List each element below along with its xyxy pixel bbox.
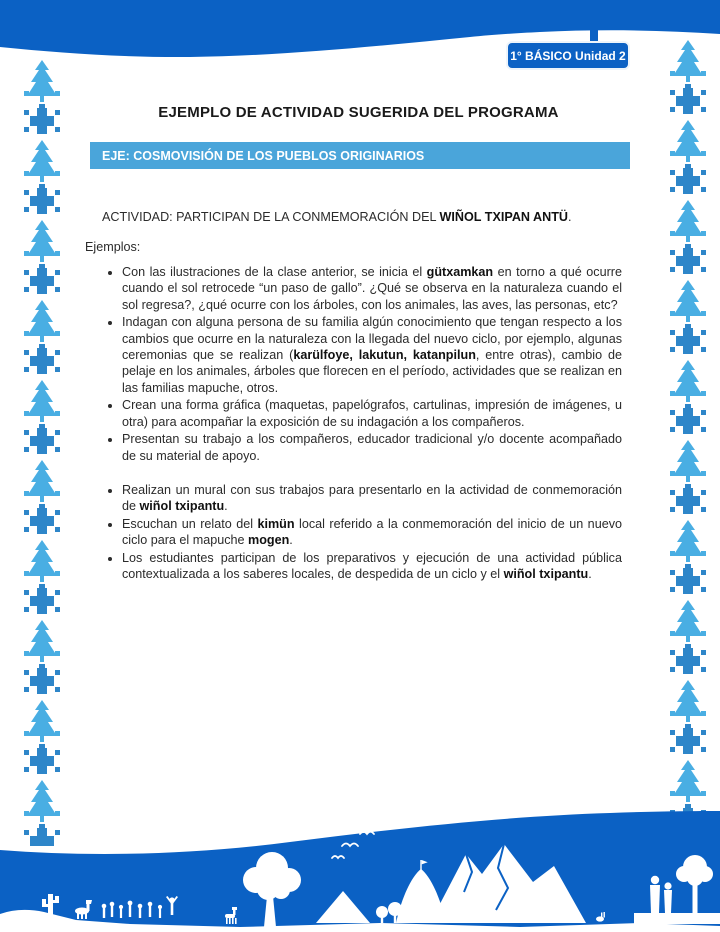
- eje-banner-label: EJE: COSMOVISIÓN DE LOS PUEBLOS ORIGINARIOS: [102, 148, 425, 163]
- bottom-landscape-illustration: [0, 810, 720, 932]
- content-area: [85, 0, 632, 932]
- bullet-item: • Indagan con alguna persona de su familia algún conocimiento que tengan respecto a los cambios que ocurre en la naturaleza con la llegada del nuevo ciclo, por ejemplo, algunas ceremonias que se realizan (karülfoye, lakutun, katanpilun, entre otras), cambio de pelaje en los animales, árboles que florecen en el período, actividades que se realizan en las familias mapuche, otros.: [122, 314, 622, 395]
- bullet-item: • Escuchan un relato del kimün local referido a la conmemoración del inicio de un nuevo ciclo para el mapuche mogen.: [122, 516, 622, 549]
- bullet-item: • Realizan un mural con sus trabajos para presentarlo en la actividad de conmemoración de wiñol txipantu.: [122, 482, 622, 515]
- bullet-list-1: [85, 264, 622, 466]
- eje-banner: [90, 142, 630, 169]
- bullet-list-2: [85, 482, 622, 584]
- page-title: EJEMPLO DE ACTIVIDAD SUGERIDA DEL PROGRAMA: [158, 104, 559, 121]
- activity-line: ACTIVIDAD: PARTICIPAN DE LA CONMEMORACIÓN DEL WIÑOL TXIPAN ANTÜ.: [102, 210, 572, 224]
- bullet-item: • Presentan su trabajo a los compañeros, educador tradicional y/o docente acompañado de su material de apoyo.: [122, 431, 622, 464]
- unit-badge-label: 1° BÁSICO Unidad 2: [510, 48, 626, 63]
- bullet-item: • Los estudiantes participan de los preparativos y ejecución de una actividad pública contextualizada a los saberes locales, de despedida de un ciclo y el wiñol txipantu.: [122, 550, 622, 583]
- bullet-item: • Con las ilustraciones de la clase anterior, se inicia el gütxamkan en torno a qué ocurre cuando el sol retrocede “un paso de gallo”. ¿Qué se observa en la naturaleza cuando el sol regresa?, ¿qué ocurre con los árboles, con los animales, las aves, las personas, etc?: [122, 264, 622, 313]
- examples-label: Ejemplos:: [85, 240, 141, 254]
- right-border-motif: [668, 38, 708, 812]
- bullet-item: • Crean una forma gráfica (maquetas, papelógrafos, cartulinas, impresión de imágenes, u otra) para acompañar la exposición de su indagación a los compañeros.: [122, 397, 622, 430]
- left-border-motif: [22, 58, 62, 846]
